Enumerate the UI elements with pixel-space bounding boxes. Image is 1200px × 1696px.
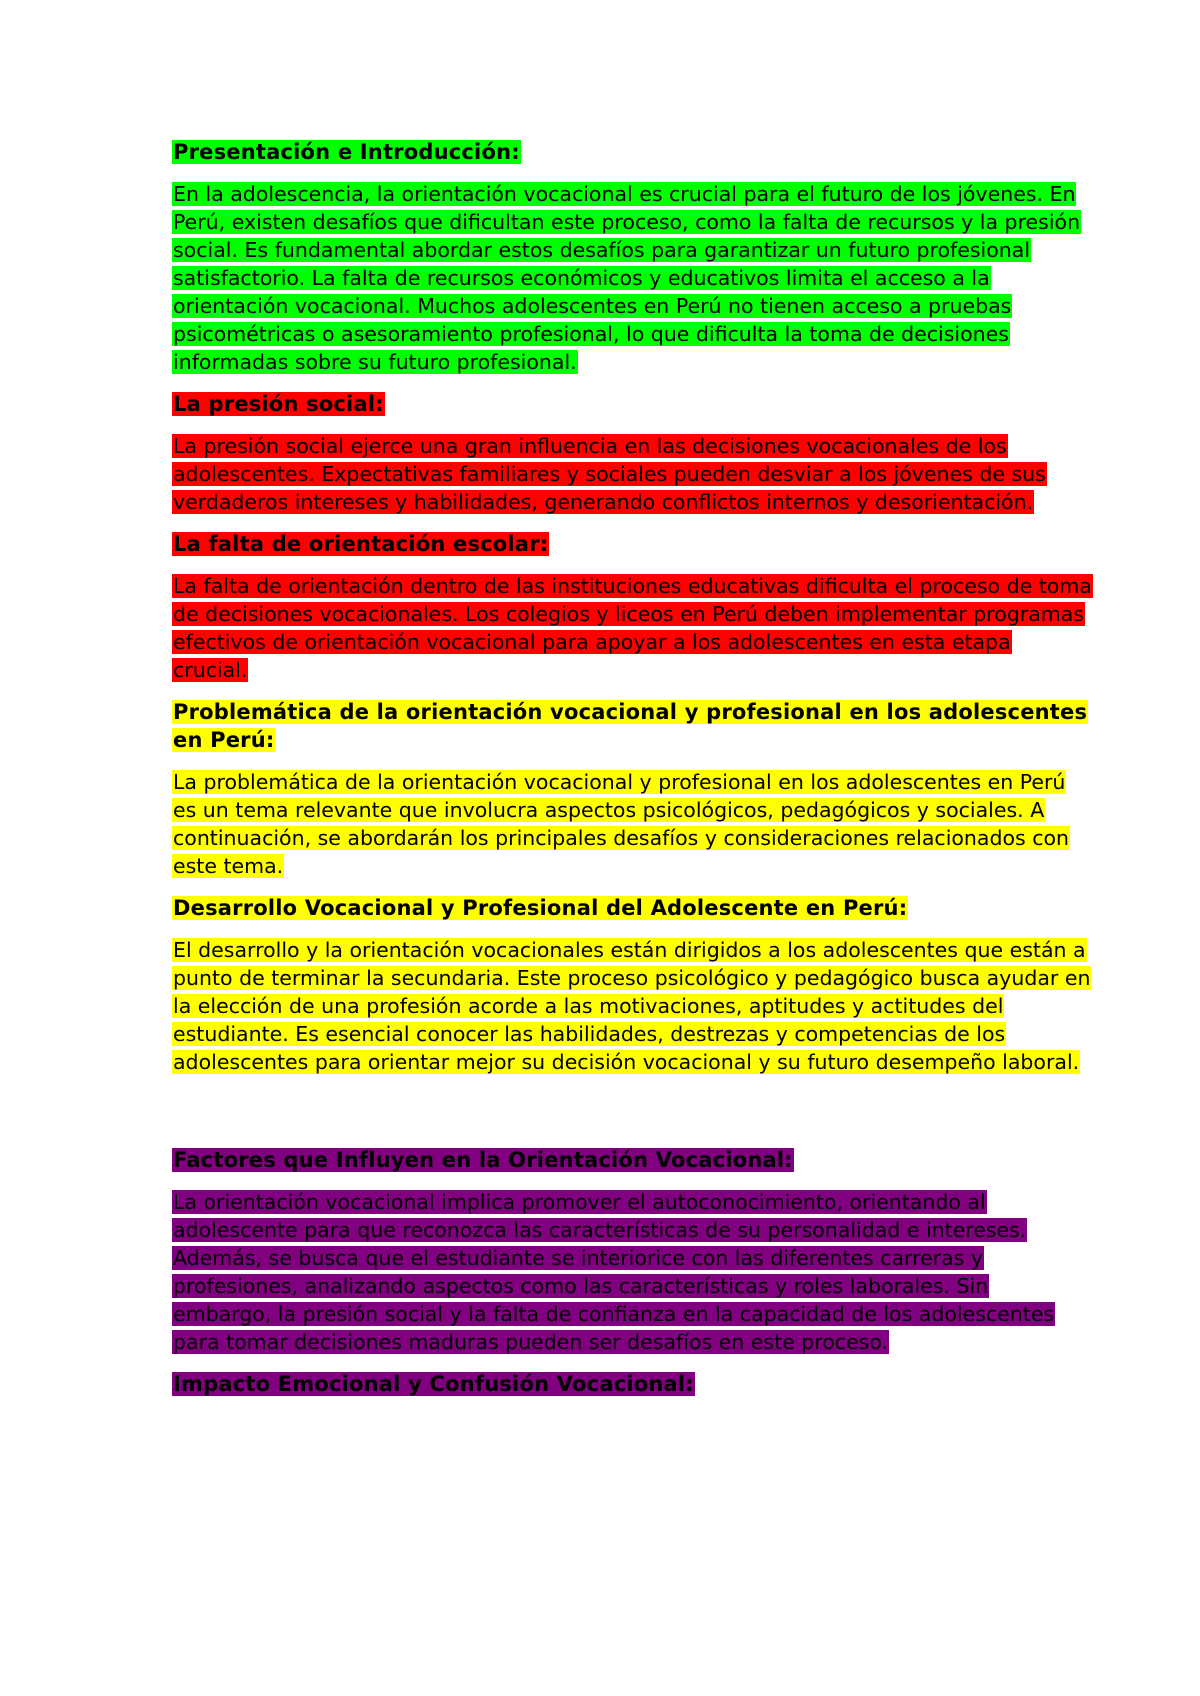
section-body: El desarrollo y la orientación vocacionales están dirigidos a los adolescentes que están a punto de terminar la secundaria. Este proceso psicológico y pedagógico busca ayudar en la elección de una profesión acorde a las motivaciones, aptitudes y actitudes del estudiante. Es esencial conocer las habilidades, destrezas y competencias de los adolescentes para orientar mejor su decisión vocacional y su futuro desempeño laboral. bbox=[173, 938, 1091, 1074]
section-body: La orientación vocacional implica promover el autoconocimiento, orientando al adolescente para que reconozca las características de su personalidad e intereses. Además, se busca que el estudiante se interiorice con las diferentes carreras y profesiones, analizando aspectos como las características y roles laborales. Sin embargo, la presión social y la falta de confianza en la capacidad de los adolescentes para tomar decisiones maduras pueden ser desafíos en este proceso. bbox=[173, 1190, 1055, 1354]
section-heading: Desarrollo Vocacional y Profesional del Adolescente en Perú: bbox=[173, 896, 908, 920]
section-heading: Impacto Emocional y Confusión Vocacional: bbox=[173, 1372, 694, 1396]
section-heading: Factores que Influyen en la Orientación Vocacional: bbox=[173, 1148, 793, 1172]
document-page bbox=[172, 138, 1092, 1412]
blank-line bbox=[172, 1090, 1092, 1146]
section-heading: La falta de orientación escolar: bbox=[173, 532, 549, 556]
section-body: La falta de orientación dentro de las instituciones educativas dificulta el proceso de toma de decisiones vocacionales. Los colegios y liceos en Perú deben implementar programas efectivos de orientación vocacional para apoyar a los adolescentes en esta etapa crucial. bbox=[173, 574, 1092, 682]
section-body: En la adolescencia, la orientación vocacional es crucial para el futuro de los jóvenes. En Perú, existen desafíos que dificultan este proceso, como la falta de recursos y la presión social. Es fundamental abordar estos desafíos para garantizar un futuro profesional satisfactorio. La falta de recursos económicos y educativos limita el acceso a la orientación vocacional. Muchos adolescentes en Perú no tienen acceso a pruebas psicométricas o asesoramiento profesional, lo que dificulta la toma de decisiones informadas sobre su futuro profesional. bbox=[173, 182, 1081, 374]
section-introduction bbox=[172, 138, 1092, 376]
section-body: La presión social ejerce una gran influencia en las decisiones vocacionales de los adolescentes. Expectativas familiares y sociales pueden desviar a los jóvenes de sus verdaderos intereses y habilidades, generando conflictos internos y desorientación. bbox=[173, 434, 1046, 514]
section-factors bbox=[172, 1146, 1092, 1356]
section-social-pressure bbox=[172, 390, 1092, 516]
section-body: La problemática de la orientación vocacional y profesional en los adolescentes en Perú es un tema relevante que involucra aspectos psicológicos, pedagógicos y sociales. A continuación, se abordarán los principales desafíos y consideraciones relacionados con este tema. bbox=[173, 770, 1070, 878]
section-emotional-impact bbox=[172, 1370, 1092, 1398]
section-school-guidance bbox=[172, 530, 1092, 684]
section-development bbox=[172, 894, 1092, 1076]
section-problem bbox=[172, 698, 1092, 880]
section-heading: Presentación e Introducción: bbox=[173, 140, 520, 164]
section-heading: Problemática de la orientación vocacional y profesional en los adolescentes en Perú: bbox=[173, 700, 1088, 752]
section-heading: La presión social: bbox=[173, 392, 384, 416]
